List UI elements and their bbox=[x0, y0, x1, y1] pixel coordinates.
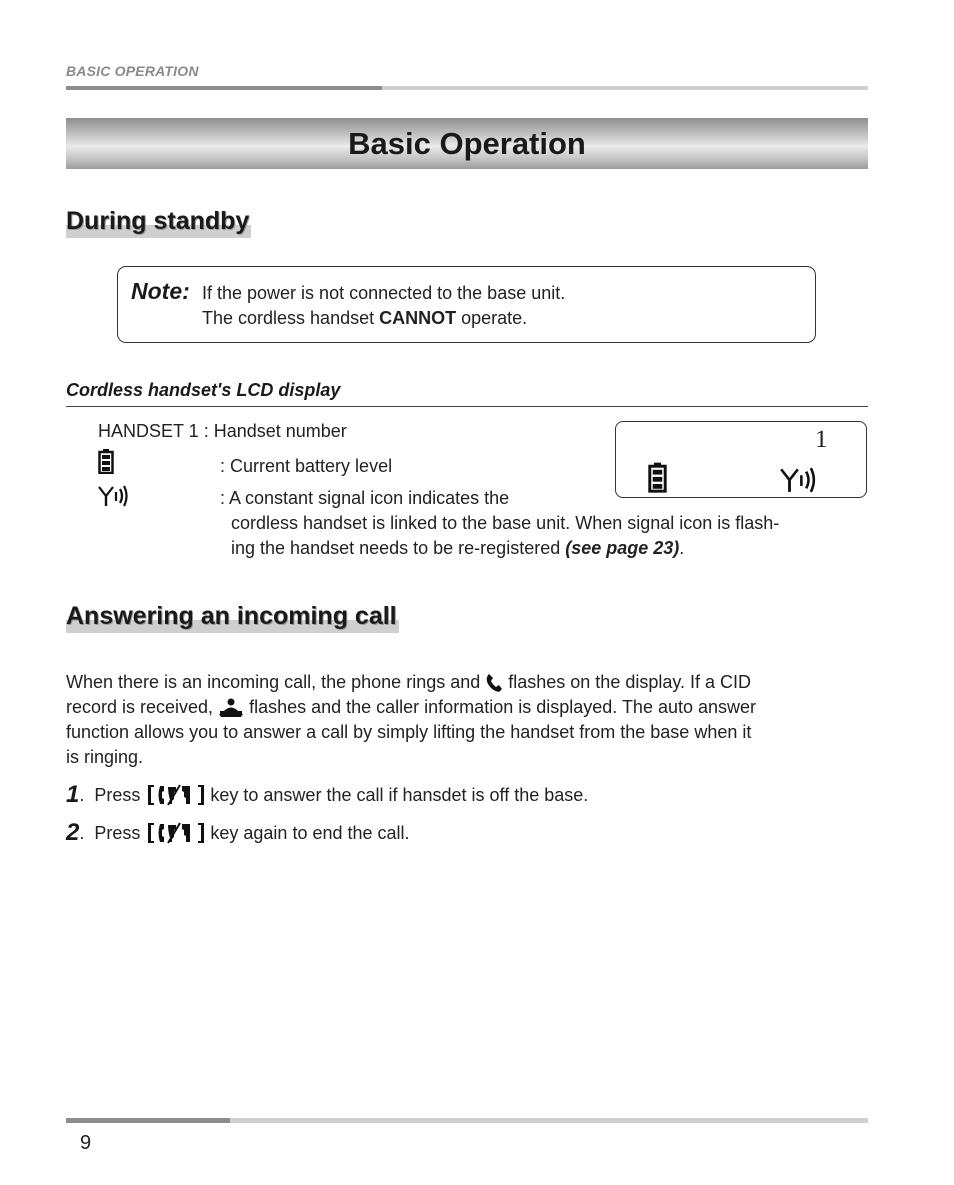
step-number: 1 bbox=[66, 781, 80, 808]
step-2: 2 . Press key again to end the call. bbox=[66, 819, 410, 846]
caller-id-icon bbox=[218, 698, 244, 718]
note-label: Note: bbox=[131, 278, 190, 304]
battery-description: : Current battery level bbox=[220, 456, 393, 476]
answering-line-2 bbox=[66, 695, 868, 720]
heading-answering-call: Answering an incoming call bbox=[66, 602, 399, 633]
note-line-2-post: operate. bbox=[456, 308, 528, 328]
signal-icon bbox=[98, 485, 130, 507]
page-title: Basic Operation bbox=[348, 125, 586, 161]
answering-line-1a: When there is an incoming call, the phone rings and bbox=[66, 672, 486, 692]
lcd-handset-digit: 1 bbox=[815, 426, 828, 453]
signal-description-3-post: . bbox=[679, 538, 685, 558]
note-line-1: If the power is not connected to the base unit. bbox=[202, 283, 566, 303]
battery-icon bbox=[98, 449, 114, 474]
talk-off-key-icon bbox=[146, 821, 206, 845]
answering-line-2a: record is received, bbox=[66, 697, 219, 717]
answering-line-2b: flashes and the caller information is displayed. The auto answer bbox=[244, 697, 757, 717]
step-number: 2 bbox=[66, 819, 80, 846]
answering-line-3: function allows you to answer a call by simply lifting the handset from the base when it bbox=[66, 722, 752, 742]
title-band bbox=[66, 118, 868, 169]
talk-off-key-icon bbox=[146, 783, 206, 807]
page-number: 9 bbox=[80, 1132, 92, 1154]
signal-description-3 bbox=[231, 536, 684, 561]
step-text: key again to end the call. bbox=[210, 822, 410, 843]
bottom-rule bbox=[66, 1118, 868, 1123]
lcd-heading-rule bbox=[66, 406, 868, 407]
note-line-2 bbox=[202, 306, 527, 331]
lcd-battery-icon bbox=[648, 462, 667, 493]
step-press-label: Press bbox=[94, 784, 141, 805]
lcd-display-heading: Cordless handset's LCD display bbox=[66, 380, 341, 400]
section-label: BASIC OPERATION bbox=[66, 63, 199, 79]
handset-number-item: HANDSET 1 : Handset number bbox=[98, 421, 347, 441]
lcd-signal-icon bbox=[780, 466, 818, 494]
step-1: 1 . Press key to answer the call if hansdet is off the base. bbox=[66, 781, 589, 808]
page-reference: (see page 23) bbox=[565, 538, 680, 558]
signal-description-2: cordless handset is linked to the base unit. When signal icon is flash- bbox=[231, 513, 780, 533]
answering-line-1b: flashes on the display. If a CID bbox=[503, 672, 752, 692]
answering-paragraph bbox=[66, 670, 868, 770]
note-line-2-pre: The cordless handset bbox=[202, 308, 380, 328]
step-press-label: Press bbox=[94, 822, 141, 843]
top-rule bbox=[66, 86, 868, 90]
signal-description-1: : A constant signal icon indicates the bbox=[220, 488, 510, 508]
note-emphasis: CANNOT bbox=[379, 308, 457, 328]
heading-during-standby: During standby bbox=[66, 207, 251, 238]
answering-line-4: is ringing. bbox=[66, 747, 144, 767]
answering-line-1 bbox=[66, 670, 868, 695]
signal-description-3-pre: ing the handset needs to be re-registered bbox=[231, 538, 566, 558]
step-text: key to answer the call if hansdet is off the base. bbox=[210, 784, 589, 805]
phone-icon bbox=[485, 673, 503, 693]
